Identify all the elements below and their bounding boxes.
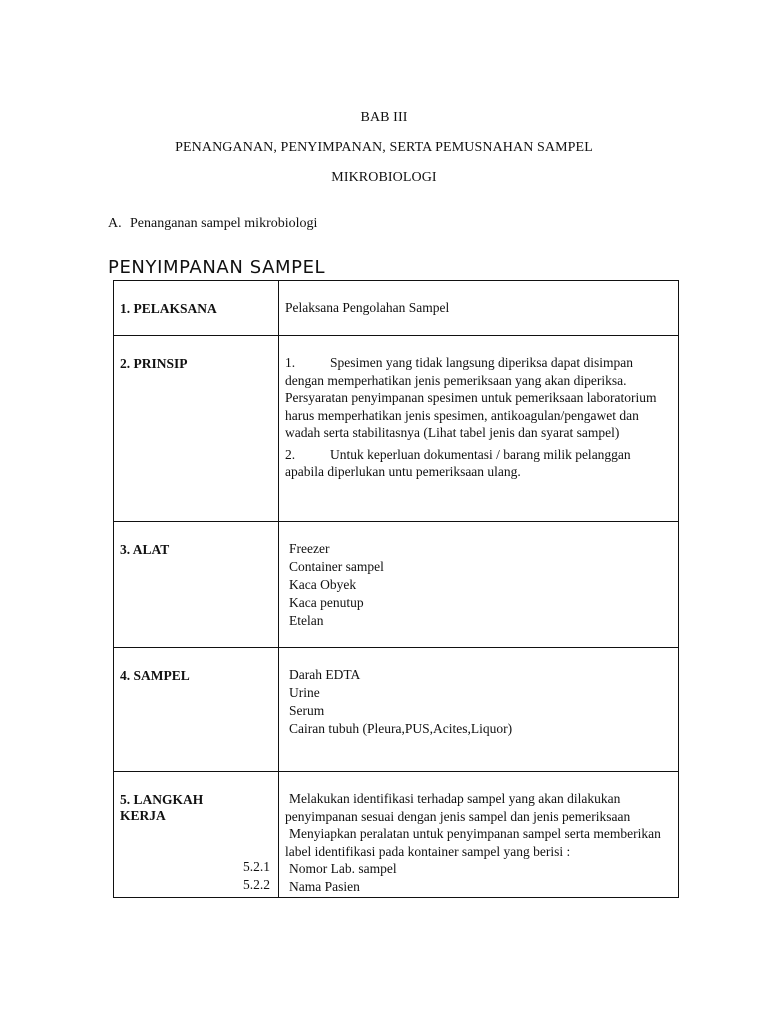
procedure-table xyxy=(113,280,679,898)
list-item: Etelan xyxy=(289,613,324,628)
row-label xyxy=(114,772,279,898)
row-content xyxy=(279,648,679,772)
item-number: 2. xyxy=(285,446,296,462)
list-item xyxy=(285,354,668,442)
document-title-block xyxy=(0,108,768,198)
table-row-langkah-kerja xyxy=(114,772,679,898)
row-label: 4. SAMPEL xyxy=(114,648,279,772)
step-text xyxy=(285,825,668,860)
list-item: Cairan tubuh (Pleura,PUS,Acites,Liquor) xyxy=(289,721,513,736)
table-row-prinsip xyxy=(114,336,679,522)
sub-step-number: 5.2.2 xyxy=(243,877,270,892)
sub-step-numbers xyxy=(243,858,270,894)
list-item: Kaca penutup xyxy=(289,595,364,610)
step-1-text: Melakukan identifikasi terhadap sampel yang akan dilakukan penyimpanan sesuai dengan jenis sampel dan jenis pemeriksaan xyxy=(285,791,631,824)
row-label-line2: KERJA xyxy=(120,808,166,823)
sub-step-item: Nama Pasien xyxy=(289,879,360,894)
section-marker: A. xyxy=(108,216,122,231)
row-label: 2. PRINSIP xyxy=(114,336,279,522)
document-title-line1: PENANGANAN, PENYIMPANAN, SERTA PEMUSNAHAN SAMPEL xyxy=(175,140,593,155)
row-label: 3. ALAT xyxy=(114,522,279,648)
row-content: Pelaksana Pengolahan Sampel xyxy=(279,281,679,336)
list-item xyxy=(285,446,668,481)
table-row-sampel xyxy=(114,648,679,772)
list-item: Container sampel xyxy=(289,559,384,574)
list-item: Freezer xyxy=(289,541,330,556)
item-text: Untuk keperluan dokumentasi / barang milik pelanggan apabila diperlukan untu pemeriksaan ulang. xyxy=(285,446,631,479)
item-text: Spesimen yang tidak langsung diperiksa dapat disimpan dengan memperhatikan jenis pemeriksaan yang akan diperiksa. Persyaratan penyimpanan spesimen untuk pemeriksaan laboratorium harus memperhatikan jenis spesimen, antikoagulan/pengawet dan wadah serta stabilitasnya (Lihat tabel jenis dan syarat sampel) xyxy=(285,355,657,440)
list-item: Urine xyxy=(289,685,320,700)
section-heading: PENYIMPANAN SAMPEL xyxy=(108,257,326,278)
table-row-pelaksana xyxy=(114,281,679,336)
list-item: Darah EDTA xyxy=(289,667,361,682)
step-2-text: Menyiapkan peralatan untuk penyimpanan sampel serta memberikan label identifikasi pada kontainer sampel yang berisi : xyxy=(285,826,661,859)
list-item: Serum xyxy=(289,703,325,718)
item-number: 1. xyxy=(285,355,296,370)
row-label-line1: 5. LANGKAH xyxy=(120,792,204,807)
sub-step-item: Nomor Lab. sampel xyxy=(289,861,397,876)
step-text xyxy=(285,790,668,825)
chapter-label: BAB III xyxy=(360,110,408,125)
row-label: 1. PELAKSANA xyxy=(114,281,279,336)
document-title-line2: MIKROBIOLOGI xyxy=(331,170,437,185)
row-content xyxy=(279,772,679,898)
table-row-alat xyxy=(114,522,679,648)
section-a-text: Penanganan sampel mikrobiologi xyxy=(130,216,318,231)
list-item: Kaca Obyek xyxy=(289,577,357,592)
row-content xyxy=(279,522,679,648)
section-a xyxy=(108,216,317,232)
sub-step-number: 5.2.1 xyxy=(243,859,270,874)
row-content xyxy=(279,336,679,522)
